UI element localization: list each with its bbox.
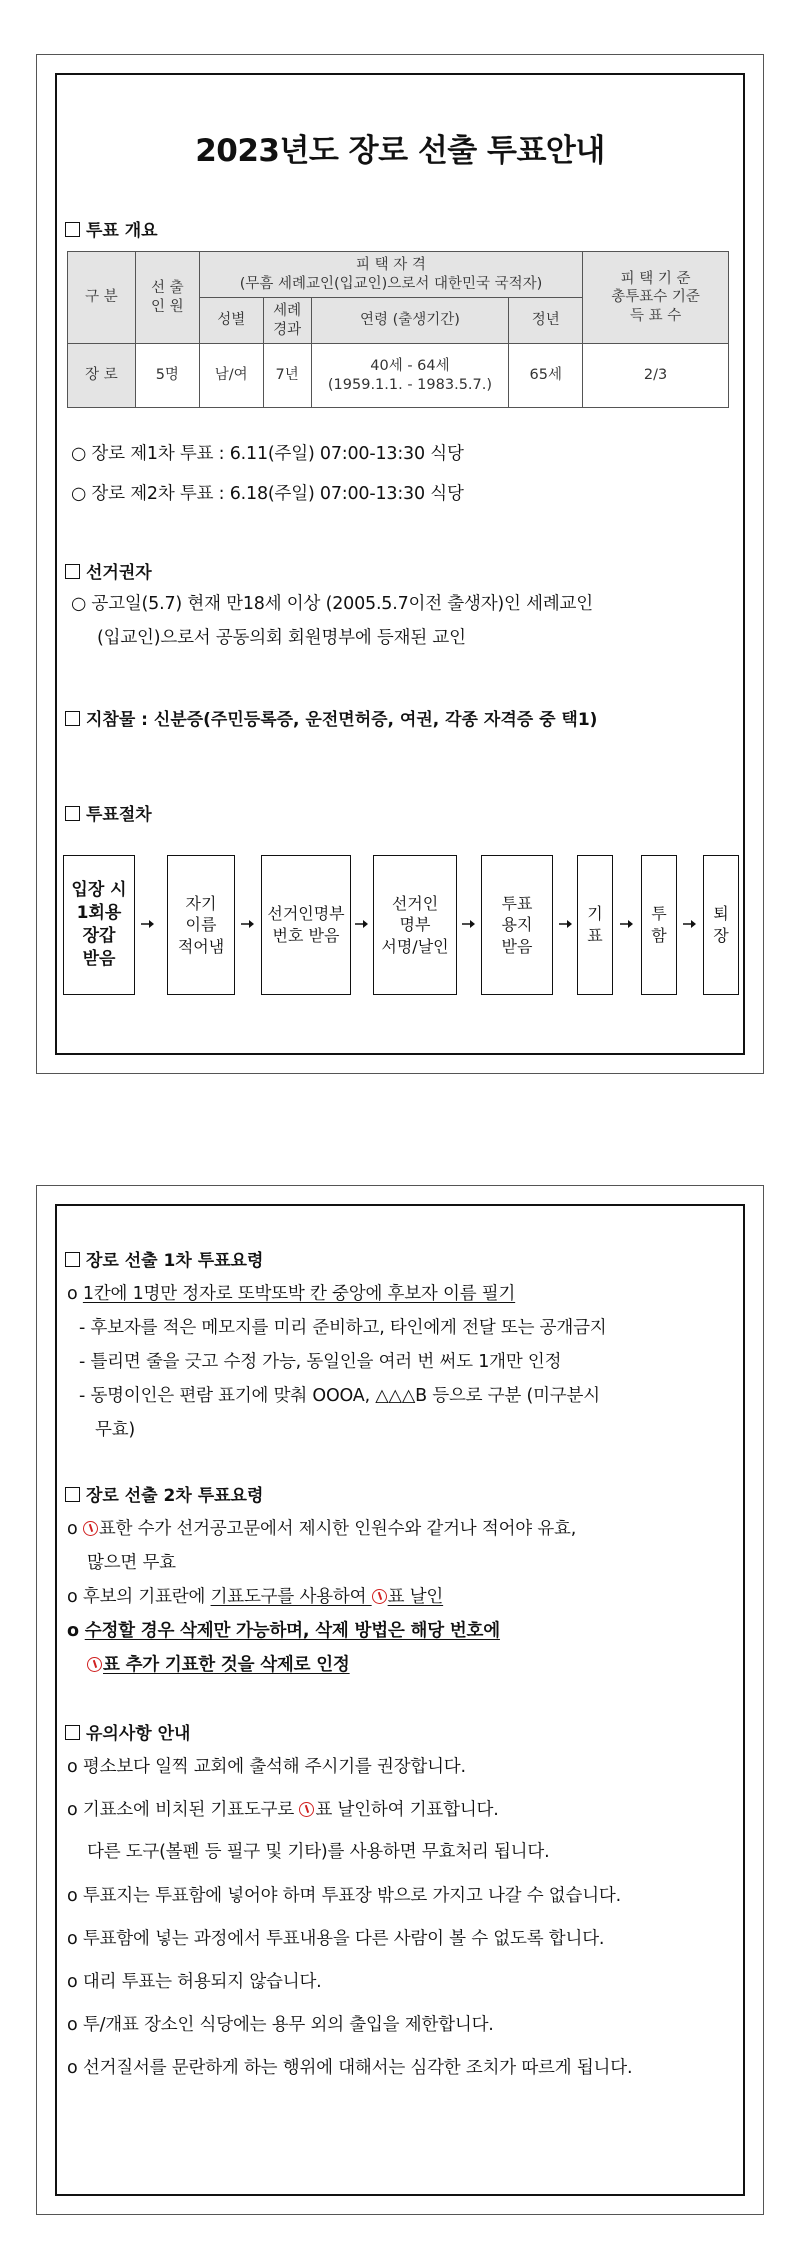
overview-table (67, 251, 729, 408)
section-procedure (65, 800, 152, 825)
voter-line-1: ○ 공고일(5.7) 현재 만18세 이상 (2005.5.7이전 출생자)인 세례교인 (71, 594, 593, 614)
second-rule-1 (67, 1515, 576, 1540)
section-overview (65, 216, 158, 241)
sub-age: 연령 (출생기간) (311, 298, 509, 344)
col-qualification-title: 피 택 자 격 (356, 257, 426, 274)
col-count: 선 출 인 원 (135, 252, 199, 344)
vote-second-schedule: ○ 장로 제2차 투표 : 6.18(주일) 07:00-13:30 식당 (71, 484, 464, 504)
bullet: o (67, 2015, 78, 2035)
second-rule-2-underlined: 기표도구를 사용하여 (210, 1587, 372, 1607)
sub-retire: 정년 (509, 298, 583, 344)
first-sub-rule-2: - 틀리면 줄을 긋고 수정 가능, 동일인을 여러 번 써도 1개만 인정 (79, 1352, 562, 1372)
vote-first-schedule: ○ 장로 제1차 투표 : 6.11(주일) 07:00-13:30 식당 (71, 444, 464, 464)
note-3-text: 투표지는 투표함에 넣어야 하며 투표장 밖으로 가지고 나갈 수 없습니다. (82, 1886, 621, 1906)
step-cast: 투 함 (641, 855, 677, 995)
table-row (68, 344, 729, 408)
bullet: o (67, 1519, 78, 1539)
note-5-text: 대리 투표는 허용되지 않습니다. (82, 1972, 322, 1992)
row-retire: 65세 (509, 344, 583, 408)
arrow-right-icon (355, 918, 369, 930)
checkbox-square-icon (65, 806, 80, 821)
section-voters (65, 558, 152, 583)
notice-page-2 (36, 1185, 764, 2215)
first-sub-rule-3-cont: 무효) (95, 1420, 136, 1440)
stamp-mark-icon (299, 1802, 314, 1817)
row-gender: 남/여 (199, 344, 263, 408)
stamp-mark-icon (372, 1589, 387, 1604)
voter-line-2: (입교인)으로서 공동의회 회원명부에 등재된 교인 (97, 628, 466, 648)
step-write-name: 자기 이름 적어냄 (167, 855, 235, 995)
row-threshold: 2/3 (583, 344, 729, 408)
bullet: o (67, 1929, 78, 1949)
arrow-right-icon (462, 918, 476, 930)
note-3 (67, 1882, 621, 1907)
note-4-text: 투표함에 넣는 과정에서 투표내용을 다른 사람이 볼 수 없도록 합니다. (82, 1929, 605, 1949)
page-title: 2023년도 장로 선출 투표안내 (195, 133, 605, 169)
arrow-right-icon (620, 918, 634, 930)
first-sub-rule-1: - 후보자를 적은 메모지를 미리 준비하고, 타인에게 전달 또는 공개금지 (79, 1318, 607, 1338)
first-sub-rule-3: - 동명이인은 편람 표기에 맞춰 OOOA, △△△B 등으로 구분 (미구분시 (79, 1386, 600, 1406)
step-sign-register: 선거인 명부 서명/날인 (373, 855, 457, 995)
row-category: 장 로 (68, 344, 136, 408)
section-voters-label: 선거권자 (86, 563, 152, 583)
row-age: 40세 - 64세 (1959.1.1. - 1983.5.7.) (311, 344, 509, 408)
section-second-vote-guide (65, 1481, 263, 1506)
second-rule-2 (67, 1583, 443, 1608)
col-qualification-sub: (무흠 세례교인(입교인)으로서 대한민국 국적자) (239, 275, 543, 292)
col-threshold: 피 택 기 준 총투표수 기준 득 표 수 (583, 252, 729, 344)
step-gloves: 입장 시 1회용 장갑 받음 (63, 855, 135, 995)
note-5 (67, 1968, 322, 1993)
page-1-inner-border (55, 73, 745, 1055)
note-1-text: 평소보다 일찍 교회에 출석해 주시기를 권장합니다. (82, 1757, 466, 1777)
row-baptism: 7년 (263, 344, 311, 408)
arrow-right-icon (559, 918, 573, 930)
section-notes-label: 유의사항 안내 (86, 1724, 191, 1744)
step-exit: 퇴 장 (703, 855, 739, 995)
bullet: o (67, 2058, 78, 2078)
section-notes (65, 1719, 190, 1744)
bullet: o (67, 1757, 78, 1777)
section-second-vote-label: 장로 선출 2차 투표요령 (86, 1486, 264, 1506)
notice-page-1 (36, 54, 764, 1074)
note-1 (67, 1753, 466, 1778)
step-receive-ballot: 투표 용지 받음 (481, 855, 553, 995)
first-main-rule-text: 1칸에 1명만 정자로 또박또박 칸 중앙에 후보자 이름 필기 (82, 1284, 516, 1304)
second-rule-1-text: 표한 수가 선거공고문에서 제시한 인원수와 같거나 적어야 유효, (98, 1519, 577, 1539)
note-7 (67, 2054, 632, 2079)
section-overview-label: 투표 개요 (86, 221, 158, 241)
second-rule-3 (67, 1617, 500, 1642)
note-6-text: 투/개표 장소인 식당에는 용무 외의 출입을 제한합니다. (82, 2015, 494, 2035)
note-6 (67, 2011, 494, 2036)
second-rule-3-cont (87, 1651, 350, 1676)
section-first-vote-guide (65, 1246, 263, 1271)
section-bring-label: 지참물 : 신분증(주민등록증, 운전면허증, 여권, 각종 자격증 중 택1) (86, 710, 598, 730)
step-register-number: 선거인명부 번호 받음 (261, 855, 351, 995)
note-2 (67, 1796, 499, 1821)
second-rule-1-cont: 많으면 무효 (87, 1553, 176, 1573)
bullet: o (67, 1621, 79, 1641)
second-rule-3-text: 수정할 경우 삭제만 가능하며, 삭제 방법은 해당 번호에 (84, 1621, 500, 1641)
first-main-rule (67, 1280, 515, 1305)
checkbox-square-icon (65, 222, 80, 237)
row-count: 5명 (135, 344, 199, 408)
bullet: o (67, 1587, 78, 1607)
note-2-pre: 기표소에 비치된 기표도구로 (82, 1800, 300, 1820)
bullet: o (67, 1800, 78, 1820)
note-2-cont: 다른 도구(볼펜 등 필구 및 기타)를 사용하면 무효처리 됩니다. (87, 1842, 550, 1862)
note-2-post: 표 날인하여 기표합니다. (315, 1800, 499, 1820)
sub-gender: 성별 (199, 298, 263, 344)
step-mark: 기 표 (577, 855, 613, 995)
checkbox-square-icon (65, 711, 80, 726)
arrow-right-icon (683, 918, 697, 930)
col-qualification (199, 252, 582, 298)
second-rule-2-pre: 후보의 기표란에 (82, 1587, 211, 1607)
checkbox-square-icon (65, 564, 80, 579)
checkbox-square-icon (65, 1252, 80, 1267)
section-procedure-label: 투표절차 (86, 805, 152, 825)
section-bring (65, 705, 597, 730)
stamp-mark-icon (83, 1521, 98, 1536)
second-rule-3-cont-text: 표 추가 기표한 것을 삭제로 인정 (103, 1655, 350, 1675)
arrow-right-icon (241, 918, 255, 930)
page-2-inner-border (55, 1204, 745, 2196)
stamp-mark-icon (87, 1657, 102, 1672)
bullet: o (67, 1886, 78, 1906)
sub-baptism: 세례 경과 (263, 298, 311, 344)
second-rule-2-stamp: 표 날인 (387, 1587, 444, 1607)
checkbox-square-icon (65, 1725, 80, 1740)
col-category: 구 분 (68, 252, 136, 344)
section-first-vote-label: 장로 선출 1차 투표요령 (86, 1251, 264, 1271)
note-7-text: 선거질서를 문란하게 하는 행위에 대해서는 심각한 조치가 따르게 됩니다. (82, 2058, 633, 2078)
note-4 (67, 1925, 604, 1950)
arrow-right-icon (141, 918, 155, 930)
bullet: o (67, 1284, 78, 1304)
checkbox-square-icon (65, 1487, 80, 1502)
bullet: o (67, 1972, 78, 1992)
